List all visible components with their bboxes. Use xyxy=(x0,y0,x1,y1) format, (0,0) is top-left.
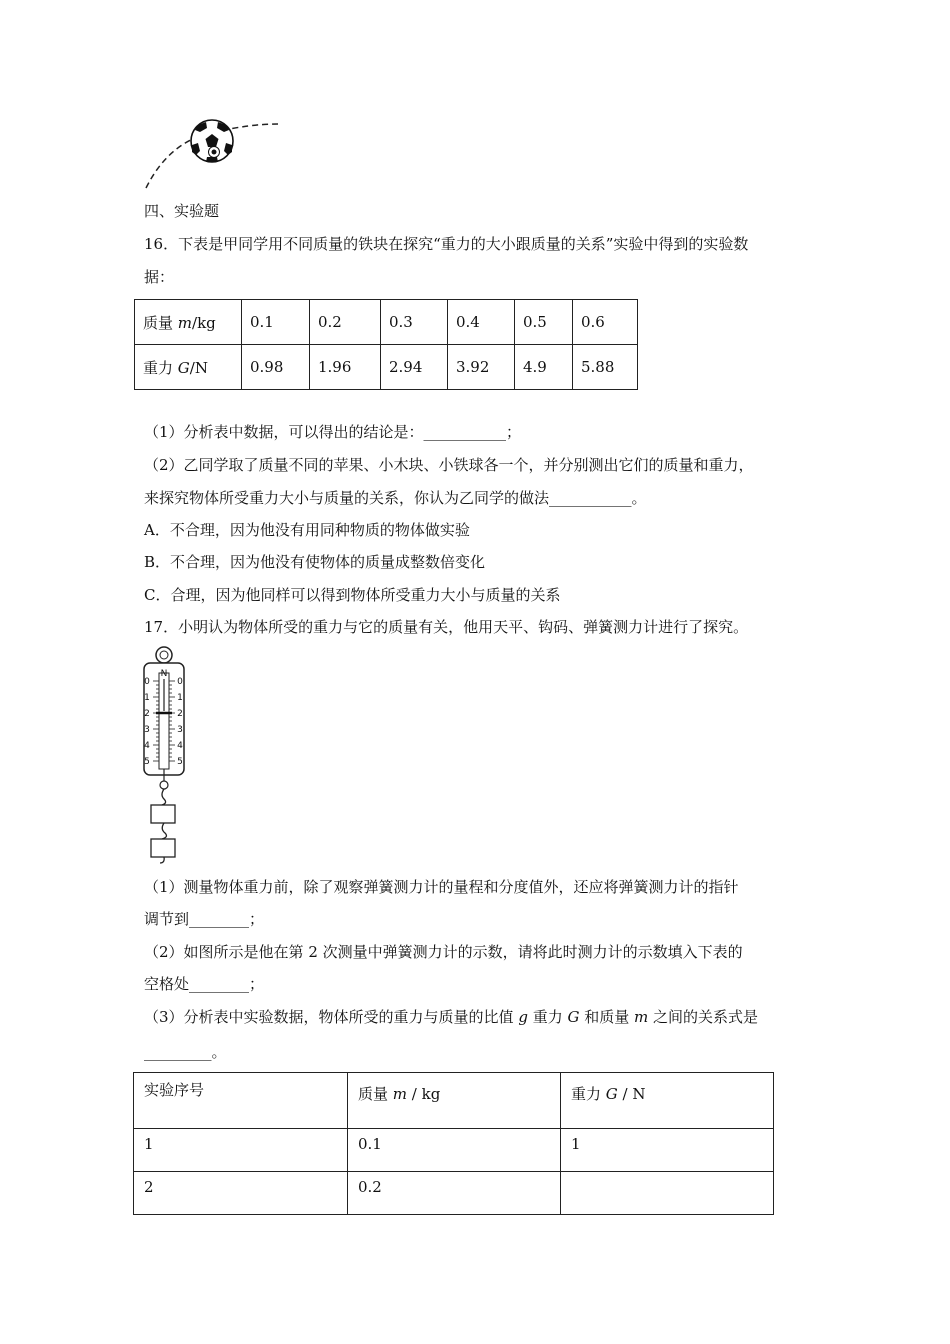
scale-right-label: 1 xyxy=(177,693,183,703)
weight-block-1 xyxy=(151,805,175,823)
q16-sub1: （1）分析表中数据，可以得出的结论是：___________； xyxy=(144,423,522,441)
mass-cell: 0.1 xyxy=(242,300,310,345)
table-row-weight xyxy=(135,345,638,390)
cell-seq: 1 xyxy=(134,1129,348,1172)
q17-sub2-line1: （2）如图所示是他在第 2 次测量中弹簧测力计的示数，请将此时测力计的示数填入下表的 xyxy=(144,943,743,961)
spring-scale-figure xyxy=(138,645,190,865)
table-row-mass xyxy=(135,300,638,345)
mass-cell: 0.3 xyxy=(381,300,448,345)
q16-option-a: A．不合理，因为他没有用同种物质的物体做实验 xyxy=(144,521,470,539)
q16-stem-line1: 16．下表是甲同学用不同质量的铁块在探究“重力的大小跟质量的关系”实验中得到的实验数 xyxy=(144,235,749,253)
q17-sub3-line2: _________。 xyxy=(144,1043,227,1061)
mass-cell: 0.5 xyxy=(515,300,573,345)
scale-right-label: 4 xyxy=(177,741,183,751)
q16-sub2-line2: 来探究物体所受重力大小与质量的关系，你认为乙同学的做法___________。 xyxy=(144,489,647,507)
q16-option-c: C．合理，因为他同样可以得到物体所受重力大小与质量的关系 xyxy=(144,586,561,604)
weight-block-2 xyxy=(151,839,175,857)
weight-cell: 5.88 xyxy=(573,345,638,390)
soccer-ball-icon xyxy=(191,120,233,162)
mass-cell: 0.2 xyxy=(310,300,381,345)
q16-option-b: B．不合理，因为他没有使物体的质量成整数倍变化 xyxy=(144,553,486,571)
mass-cell: 0.6 xyxy=(573,300,638,345)
header-seq: 实验序号 xyxy=(134,1073,348,1129)
q17-sub1-line2: 调节到________； xyxy=(144,910,265,928)
mass-header-cell: 质量 m/kg xyxy=(135,300,242,345)
q17-sub2-line2: 空格处________； xyxy=(144,975,265,993)
table-row xyxy=(134,1129,774,1172)
q17-data-table xyxy=(133,1072,774,1215)
weight-cell: 0.98 xyxy=(242,345,310,390)
mass-cell: 0.4 xyxy=(448,300,515,345)
cell-mass: 0.1 xyxy=(348,1129,561,1172)
scale-left-label: 2 xyxy=(144,709,150,719)
weight-header-cell: 重力 G/N xyxy=(135,345,242,390)
q16-sub2-line1: （2）乙同学取了质量不同的苹果、小木块、小铁球各一个，并分别测出它们的质量和重力， xyxy=(144,456,754,474)
bottom-ring-icon xyxy=(160,781,168,789)
cell-weight-blank[interactable] xyxy=(561,1172,774,1215)
scale-left-label: 4 xyxy=(144,741,150,751)
hook-icon xyxy=(160,857,164,863)
soccer-ball-trajectory-figure xyxy=(140,110,285,192)
table-row xyxy=(134,1172,774,1215)
cell-mass: 0.2 xyxy=(348,1172,561,1215)
q16-data-table xyxy=(134,299,638,390)
unit-label: N xyxy=(160,669,168,679)
weight-cell: 1.96 xyxy=(310,345,381,390)
scale-left-label: 1 xyxy=(144,693,150,703)
header-weight: 重力 G / N xyxy=(561,1073,774,1129)
scale-left-label: 3 xyxy=(144,725,150,735)
top-ring-icon xyxy=(156,647,172,663)
header-mass: 质量 m / kg xyxy=(348,1073,561,1129)
table-header-row xyxy=(134,1073,774,1129)
scale-right-label: 3 xyxy=(177,725,183,735)
weight-cell: 2.94 xyxy=(381,345,448,390)
scale-left-label: 0 xyxy=(144,677,150,687)
scale-right-label: 2 xyxy=(177,709,183,719)
section-title: 四、实验题 xyxy=(144,202,220,220)
scale-right-label: 0 xyxy=(177,677,183,687)
cell-weight: 1 xyxy=(561,1129,774,1172)
scale-left-label: 5 xyxy=(144,757,150,767)
hook-icon xyxy=(162,823,166,839)
weight-cell: 4.9 xyxy=(515,345,573,390)
q17-sub3-line1: （3）分析表中实验数据，物体所受的重力与质量的比值 g 重力 G 和质量 m 之间的关系式是 xyxy=(144,1008,759,1026)
q16-stem-line2: 据： xyxy=(144,268,175,286)
cell-seq: 2 xyxy=(134,1172,348,1215)
q17-stem: 17．小明认为物体所受的重力与它的质量有关，他用天平、钩码、弹簧测力计进行了探究。 xyxy=(144,618,749,636)
scale-right-label: 5 xyxy=(177,757,183,767)
hook-icon xyxy=(162,789,166,805)
q17-sub1-line1: （1）测量物体重力前，除了观察弹簧测力计的量程和分度值外，还应将弹簧测力计的指针 xyxy=(144,878,739,896)
weight-cell: 3.92 xyxy=(448,345,515,390)
